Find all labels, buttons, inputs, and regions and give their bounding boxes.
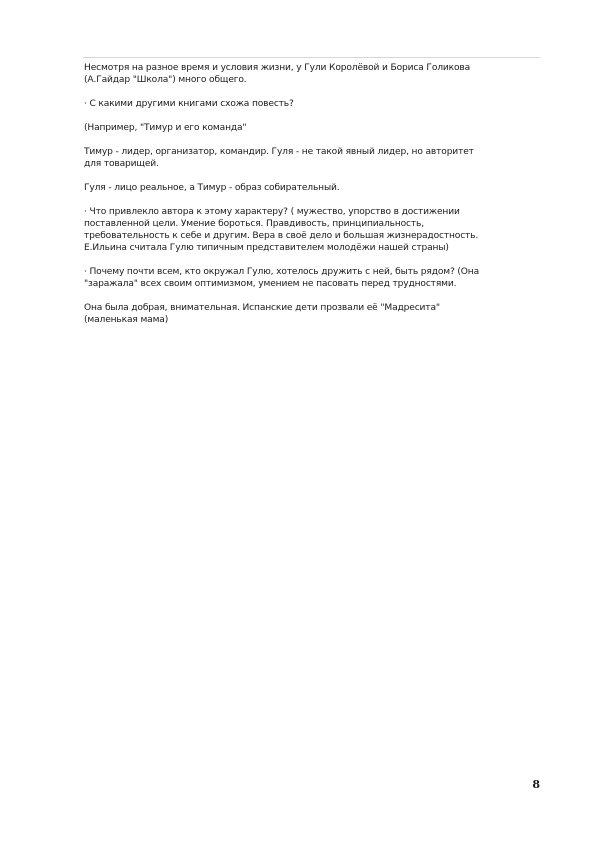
paragraph-real-person: Гуля - лицо реальное, а Тимур - образ собирательный. <box>84 183 340 193</box>
page-number: 8 <box>532 778 540 791</box>
document-body <box>84 62 544 338</box>
question-similar-books: · С какими другими книгами схожа повесть? <box>84 99 294 109</box>
paragraph-example: (Например, "Тимур и его команда" <box>84 123 247 133</box>
paragraph-madresita: Она была добрая, внимательная. Испанские дети прозвали её "Мадресита" (маленькая мама) <box>84 303 440 325</box>
question-author-attraction: · Что привлекло автора к этому характеру? ( мужество, упорство в достижении поставленной цели. Умение бороться. Правдивость, принципиальность, требовательность к себе и другим. Вера в своё дело и большая жизнерадостность. Е.Ильина считала Гулю типичным представителем молодёжи нашей страны) <box>84 207 479 253</box>
paragraph-timur-gulya: Тимур - лидер, организатор, командир. Гуля - не такой явный лидер, но авторитет для товарищей. <box>84 147 474 169</box>
header-rule <box>83 57 540 58</box>
paragraph-intro: Несмотря на разное время и условия жизни, у Гули Королёвой и Бориса Голикова (А.Гайдар "Школа") много общего. <box>84 63 471 85</box>
question-friendship: · Почему почти всем, кто окружал Гулю, хотелось дружить с ней, быть рядом? (Она "заражала" всех своим оптимизмом, умением не пасовать перед трудностями. <box>84 267 480 289</box>
